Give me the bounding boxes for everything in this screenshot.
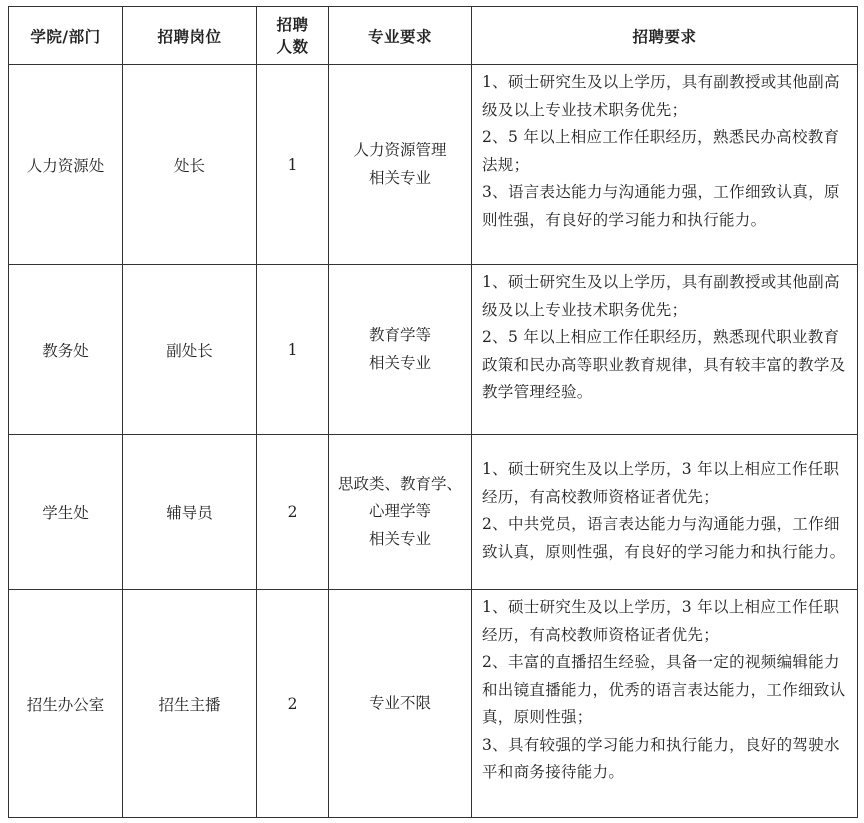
college-cell: 人力资源处 [9, 65, 123, 265]
requirements-cell [472, 590, 858, 818]
requirement-line: 法规； [482, 155, 530, 174]
requirement-line: 1、硕士研究生及以上学历，具有副教授或其他副高 [482, 273, 840, 291]
header-requirements: 招聘要求 [472, 7, 858, 65]
header-position: 招聘岗位 [123, 7, 257, 65]
requirement-line: 3、具有较强的学习能力和执行能力，良好的驾驶水 [482, 735, 840, 754]
requirement-line: 1、硕士研究生及以上学历，3 年以上相应工作任职 [482, 460, 840, 478]
table-row [9, 65, 858, 265]
header-count [257, 7, 329, 65]
major-line: 相关专业 [368, 168, 431, 187]
count-cell: 2 [257, 590, 329, 818]
requirement-line: 真，原则性强； [482, 708, 593, 726]
requirement-line: 1、硕士研究生及以上学历，具有副教授或其他副高 [482, 73, 840, 91]
requirement-line: 政策和民办高等职业教育规律，具有较丰富的教学及 [482, 355, 846, 374]
requirement-line: 致认真，原则性强，有良好的学习能力和执行能力。 [482, 542, 846, 561]
table-row [9, 265, 858, 435]
major-cell [329, 265, 472, 435]
header-count-line: 招聘 [276, 14, 309, 34]
position-cell: 处长 [123, 65, 257, 265]
requirement-line: 经历，有高校教师资格证者优先； [482, 487, 720, 506]
major-line: 相关专业 [368, 353, 431, 372]
table-row [9, 590, 858, 818]
college-cell: 学生处 [9, 435, 123, 590]
requirements-cell [472, 265, 858, 435]
requirement-line: 2、5 年以上相应工作任职经历，熟悉民办高校教育 [482, 128, 840, 146]
position-cell: 辅导员 [123, 435, 257, 590]
table-row [9, 435, 858, 590]
major-cell [329, 65, 472, 265]
major-line: 相关专业 [368, 529, 431, 548]
requirements-cell [472, 435, 858, 590]
count-cell: 1 [257, 265, 329, 435]
requirements-cell [472, 65, 858, 265]
major-cell [329, 435, 472, 590]
requirement-line: 1、硕士研究生及以上学历，3 年以上相应工作任职 [482, 598, 840, 616]
requirement-line: 2、丰富的直播招生经验，具备一定的视频编辑能力 [482, 653, 840, 671]
header-major: 专业要求 [329, 7, 472, 65]
count-cell: 2 [257, 435, 329, 590]
college-cell: 教务处 [9, 265, 123, 435]
requirement-line: 2、5 年以上相应工作任职经历，熟悉现代职业教育 [482, 328, 840, 346]
requirement-line: 和出镜直播能力，优秀的语言表达能力，工作细致认 [482, 680, 846, 699]
header-college: 学院/部门 [9, 7, 123, 65]
college-cell: 招生办公室 [9, 590, 123, 818]
position-cell: 副处长 [123, 265, 257, 435]
major-line: 思政类、教育学、 [337, 474, 462, 493]
requirement-line: 级及以上专业技术职务优先； [482, 300, 688, 319]
count-cell: 1 [257, 65, 329, 265]
position-cell: 招生主播 [123, 590, 257, 818]
requirement-line: 教学管理经验。 [482, 383, 593, 401]
requirement-line: 级及以上专业技术职务优先； [482, 100, 688, 119]
major-line: 人力资源管理 [353, 141, 447, 159]
requirement-line: 平和商务接待能力。 [482, 763, 625, 781]
major-line: 教育学等 [368, 326, 431, 344]
requirement-line: 3、语言表达能力与沟通能力强，工作细致认真，原 [482, 183, 840, 201]
requirement-line: 经历，有高校教师资格证者优先； [482, 625, 720, 644]
header-count-line: 人数 [276, 36, 309, 56]
requirement-line: 2、中共党员，语言表达能力与沟通能力强，工作细 [482, 515, 840, 533]
major-line: 专业不限 [368, 693, 431, 712]
requirement-line: 则性强，有良好的学习能力和执行能力。 [482, 210, 767, 229]
table-header-row [9, 7, 858, 65]
recruitment-table [8, 6, 858, 818]
major-line: 心理学等 [368, 502, 431, 521]
major-cell [329, 590, 472, 818]
